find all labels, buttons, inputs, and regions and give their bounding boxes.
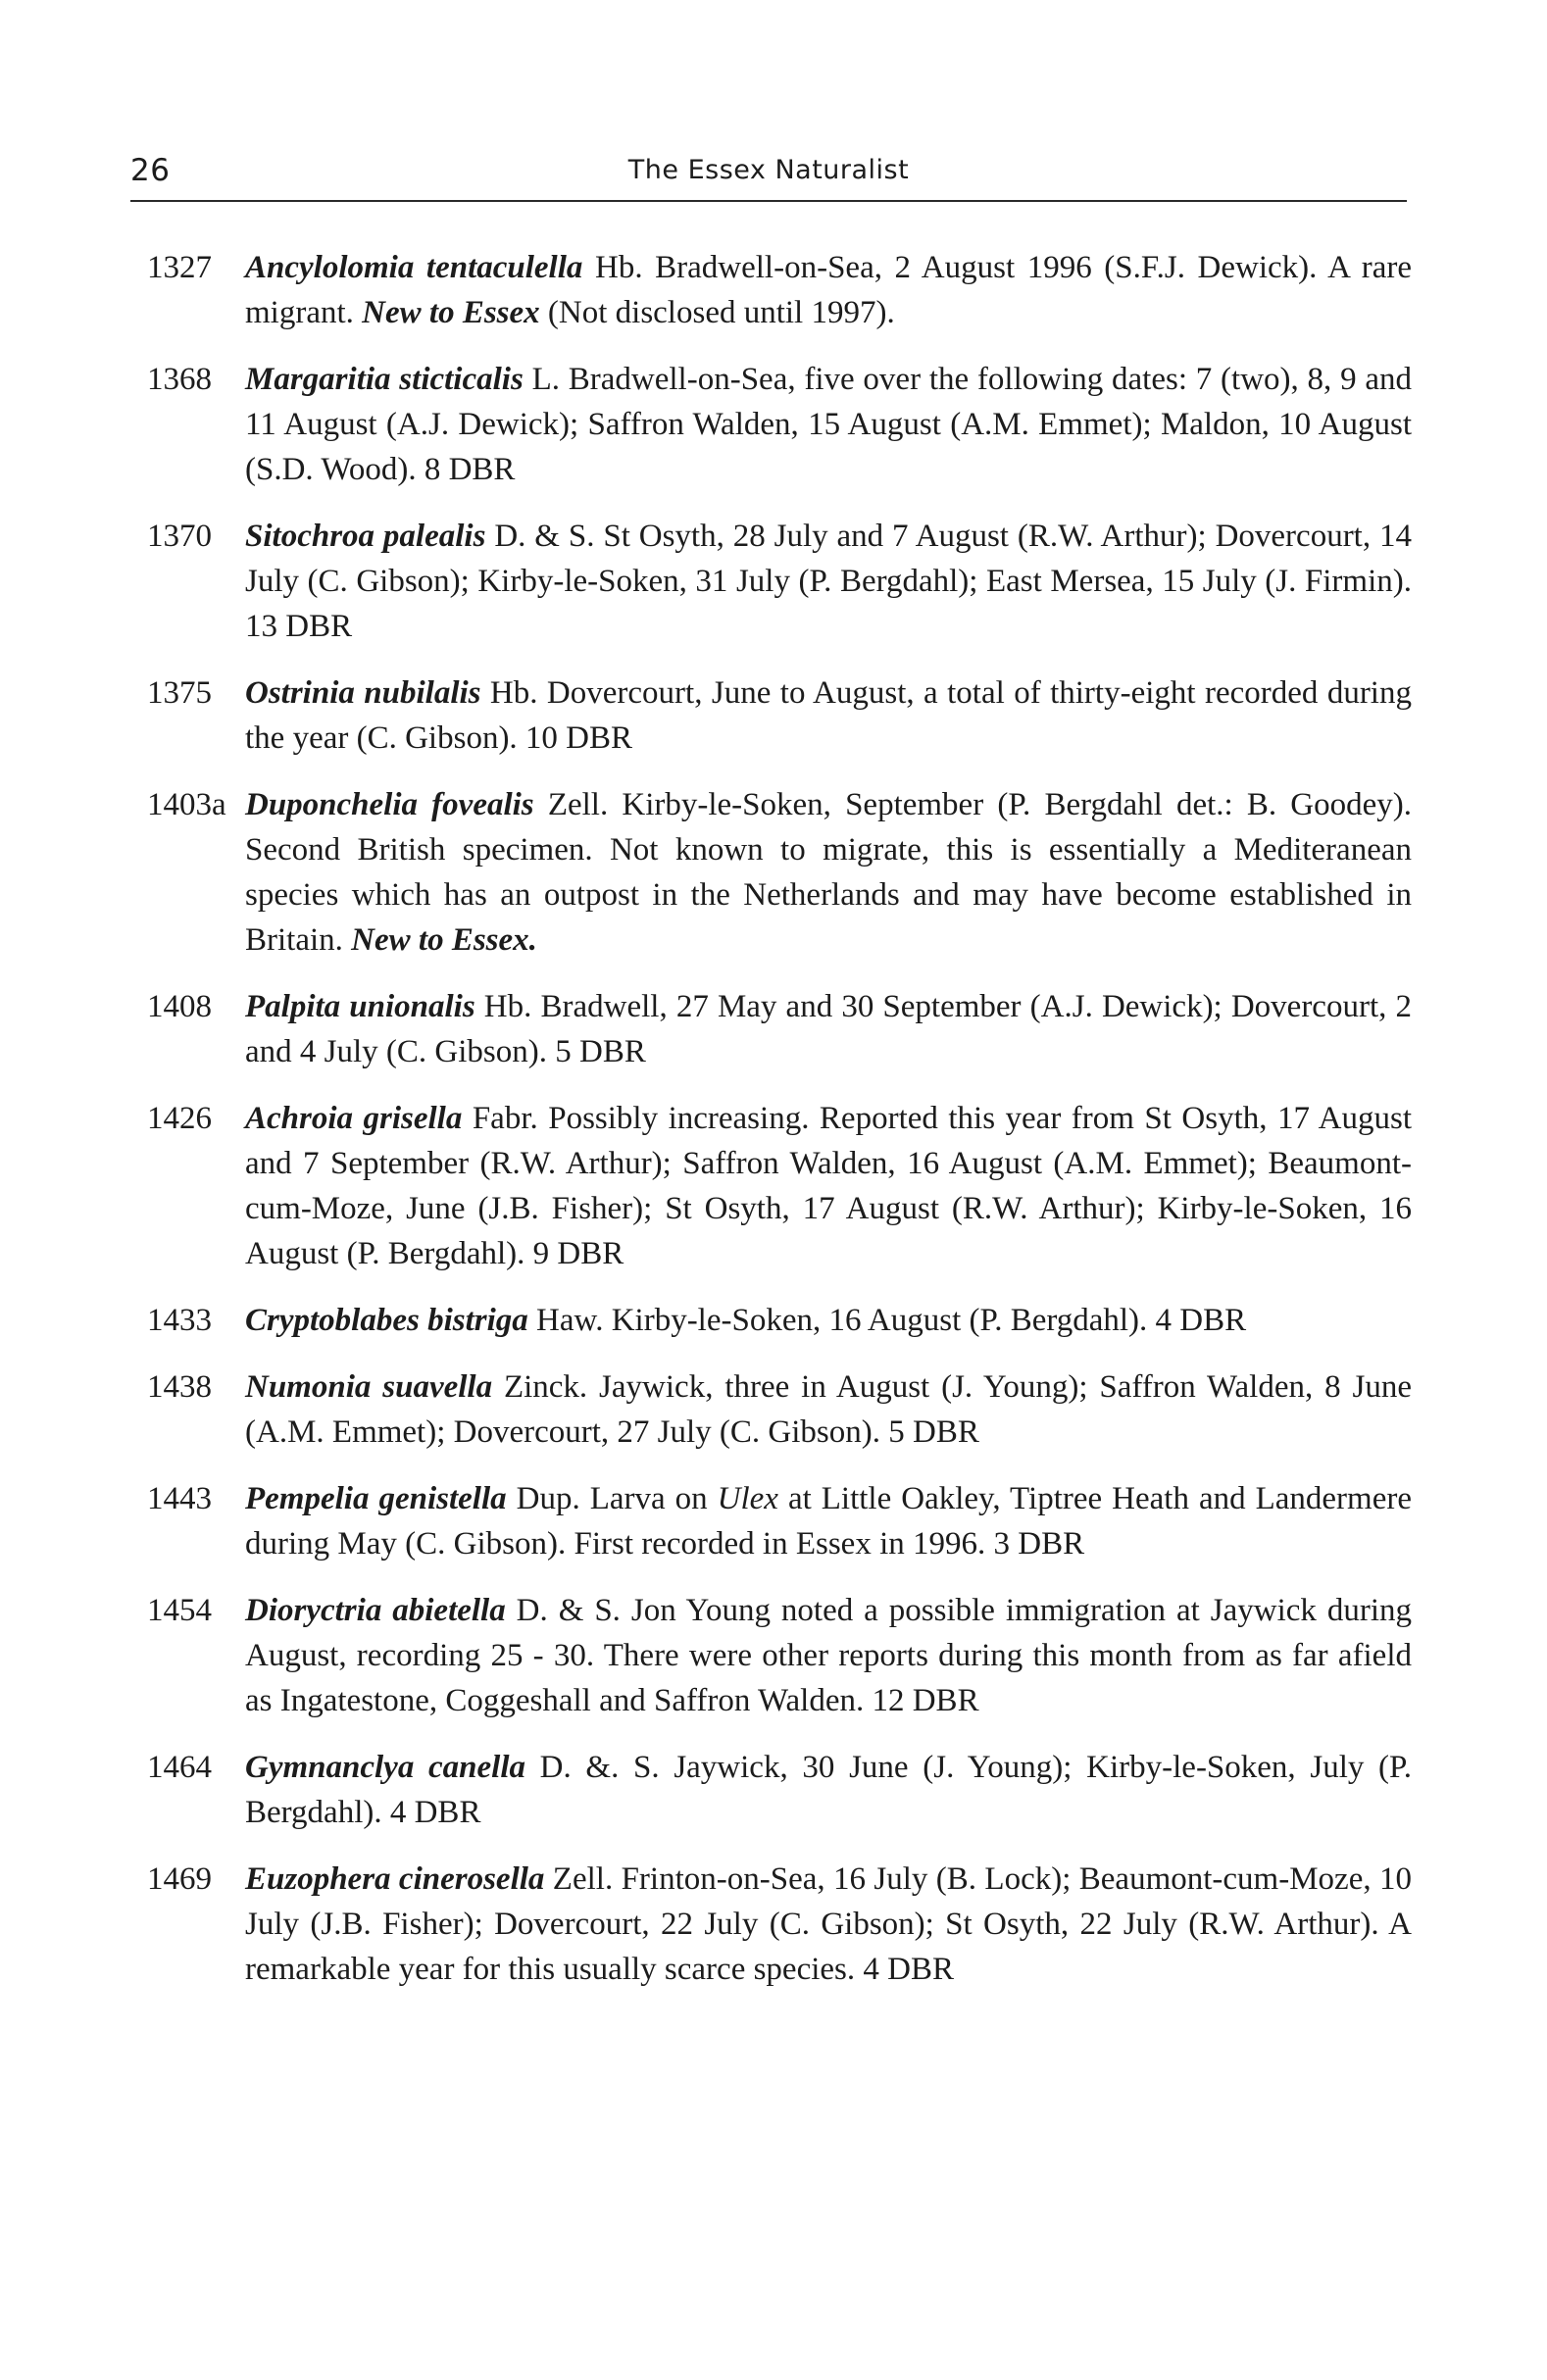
record-details: (Not disclosed until 1997). bbox=[539, 295, 895, 330]
species-name: Pempelia genistella bbox=[245, 1481, 507, 1516]
species-name: Duponchelia fovealis bbox=[245, 787, 534, 822]
species-entry bbox=[147, 1096, 1412, 1276]
species-name: Dioryctria abietella bbox=[245, 1593, 506, 1628]
species-entry bbox=[147, 670, 1412, 761]
entry-text bbox=[245, 514, 1412, 649]
species-entry bbox=[147, 357, 1412, 492]
entry-number: 1464 bbox=[147, 1750, 212, 1785]
species-name: Numonia suavella bbox=[245, 1369, 493, 1405]
species-name: Ostrinia nubilalis bbox=[245, 675, 481, 711]
species-name: Palpita unionalis bbox=[245, 989, 475, 1024]
entry-text bbox=[245, 782, 1412, 963]
record-details: Zell. Frinton-on-Sea, 16 July (B. Lock); Beaumont-cum-Moze, 10 July (J.B. Fisher); Dovercourt, 22 July (C. Gibson); St Osyth, 22 July (R.W. Arthur). A remarkable year for this usually scarce species. 4 DBR bbox=[245, 1861, 1412, 1987]
entry-number: 1403a bbox=[147, 787, 226, 822]
entry-text bbox=[245, 1476, 1412, 1566]
species-entry bbox=[147, 984, 1412, 1074]
record-details: Dup. Larva on bbox=[506, 1481, 718, 1516]
page-number: 26 bbox=[130, 153, 171, 188]
species-entry bbox=[147, 1745, 1412, 1835]
species-entry bbox=[147, 1857, 1412, 1992]
record-details: Fabr. Possibly increasing. Reported this year from St Osyth, 17 August and 7 September (R.W. Arthur); Saffron Walden, 16 August (A.M. Emmet); Beaumont-cum-Moze, June (J.B. Fisher); St Osyth, 17 August (R.W. Arthur); Kirby-le-Soken, 16 August (P. Bergdahl). 9 DBR bbox=[245, 1101, 1413, 1271]
entry-text bbox=[245, 1588, 1412, 1723]
species-name: Achroia grisella bbox=[245, 1101, 463, 1136]
page-header bbox=[130, 147, 1407, 202]
emphasis-note: New to Essex. bbox=[351, 922, 537, 958]
record-details: Zinck. Jaywick, three in August (J. Young); Saffron Walden, 8 June (A.M. Emmet); Dovercourt, 27 July (C. Gibson). 5 DBR bbox=[245, 1369, 1412, 1450]
entry-number: 1327 bbox=[147, 250, 212, 285]
entry-number: 1443 bbox=[147, 1481, 212, 1516]
record-details: D. & S. St Osyth, 28 July and 7 August (R.W. Arthur); Dovercourt, 14 July (C. Gibson); Kirby-le-Soken, 31 July (P. Bergdahl); East Mersea, 15 July (J. Firmin). 13 DBR bbox=[245, 519, 1412, 644]
species-entry bbox=[147, 1476, 1412, 1566]
entry-text bbox=[245, 1298, 1412, 1343]
record-details: Hb. Dovercourt, June to August, a total of thirty-eight recorded during the year (C. Gibson). 10 DBR bbox=[245, 675, 1412, 756]
running-head: The Essex Naturalist bbox=[627, 155, 910, 185]
entry-number: 1438 bbox=[147, 1369, 212, 1405]
entry-text bbox=[245, 1857, 1412, 1992]
record-details: D. & S. Jon Young noted a possible immigration at Jaywick during August, recording 25 - 30. There were other reports during this month from as far afield as Ingatestone, Coggeshall and Saffron Walden. 12 DBR bbox=[245, 1593, 1412, 1718]
entry-number: 1370 bbox=[147, 519, 212, 554]
species-entry bbox=[147, 1588, 1412, 1723]
entry-number: 1375 bbox=[147, 675, 212, 711]
species-name: Cryptoblabes bistriga bbox=[245, 1303, 528, 1338]
species-name: Margaritia sticticalis bbox=[245, 362, 524, 397]
species-name: Euzophera cinerosella bbox=[245, 1861, 545, 1897]
entry-text bbox=[245, 357, 1412, 492]
species-entry bbox=[147, 1364, 1412, 1455]
record-details: Zell. Kirby-le-Soken, September (P. Bergdahl det.: B. Goodey). Second British specimen. Not known to migrate, this is essentially a Mediteranean species which has an outpost in the Netherlands and may have become established in Britain. bbox=[245, 787, 1413, 958]
entry-number: 1368 bbox=[147, 362, 212, 397]
species-record-list bbox=[147, 245, 1412, 2013]
species-entry bbox=[147, 782, 1412, 963]
emphasis-note: New to Essex bbox=[362, 295, 540, 330]
species-entry bbox=[147, 1298, 1412, 1343]
entry-text bbox=[245, 245, 1412, 335]
entry-number: 1454 bbox=[147, 1593, 212, 1628]
entry-text bbox=[245, 984, 1412, 1074]
entry-text bbox=[245, 1745, 1412, 1835]
record-details: at Little Oakley, Tiptree Heath and Landermere during May (C. Gibson). First recorded in Essex in 1996. 3 DBR bbox=[245, 1481, 1412, 1562]
italic-taxon: Ulex bbox=[717, 1481, 778, 1516]
entry-number: 1433 bbox=[147, 1303, 212, 1338]
species-entry bbox=[147, 245, 1412, 335]
record-details: L. Bradwell-on-Sea, five over the following dates: 7 (two), 8, 9 and 11 August (A.J. Dewick); Saffron Walden, 15 August (A.M. Emmet); Maldon, 10 August (S.D. Wood). 8 DBR bbox=[245, 362, 1412, 487]
record-details: Hb. Bradwell, 27 May and 30 September (A.J. Dewick); Dovercourt, 2 and 4 July (C. Gibson). 5 DBR bbox=[245, 989, 1412, 1069]
entry-text bbox=[245, 1096, 1412, 1276]
species-name: Ancylolomia tentaculella bbox=[245, 250, 583, 285]
entry-number: 1469 bbox=[147, 1861, 212, 1897]
record-details: D. &. S. Jaywick, 30 June (J. Young); Kirby-le-Soken, July (P. Bergdahl). 4 DBR bbox=[245, 1750, 1412, 1830]
species-name: Gymnanclya canella bbox=[245, 1750, 525, 1785]
entry-text bbox=[245, 1364, 1412, 1455]
entry-number: 1408 bbox=[147, 989, 212, 1024]
species-entry bbox=[147, 514, 1412, 649]
entry-number: 1426 bbox=[147, 1101, 212, 1136]
entry-text bbox=[245, 670, 1412, 761]
record-details: Haw. Kirby-le-Soken, 16 August (P. Bergdahl). 4 DBR bbox=[527, 1303, 1247, 1338]
record-details: Hb. Bradwell-on-Sea, 2 August 1996 (S.F.J. Dewick). A rare migrant. bbox=[245, 250, 1412, 330]
species-name: Sitochroa palealis bbox=[245, 519, 486, 554]
